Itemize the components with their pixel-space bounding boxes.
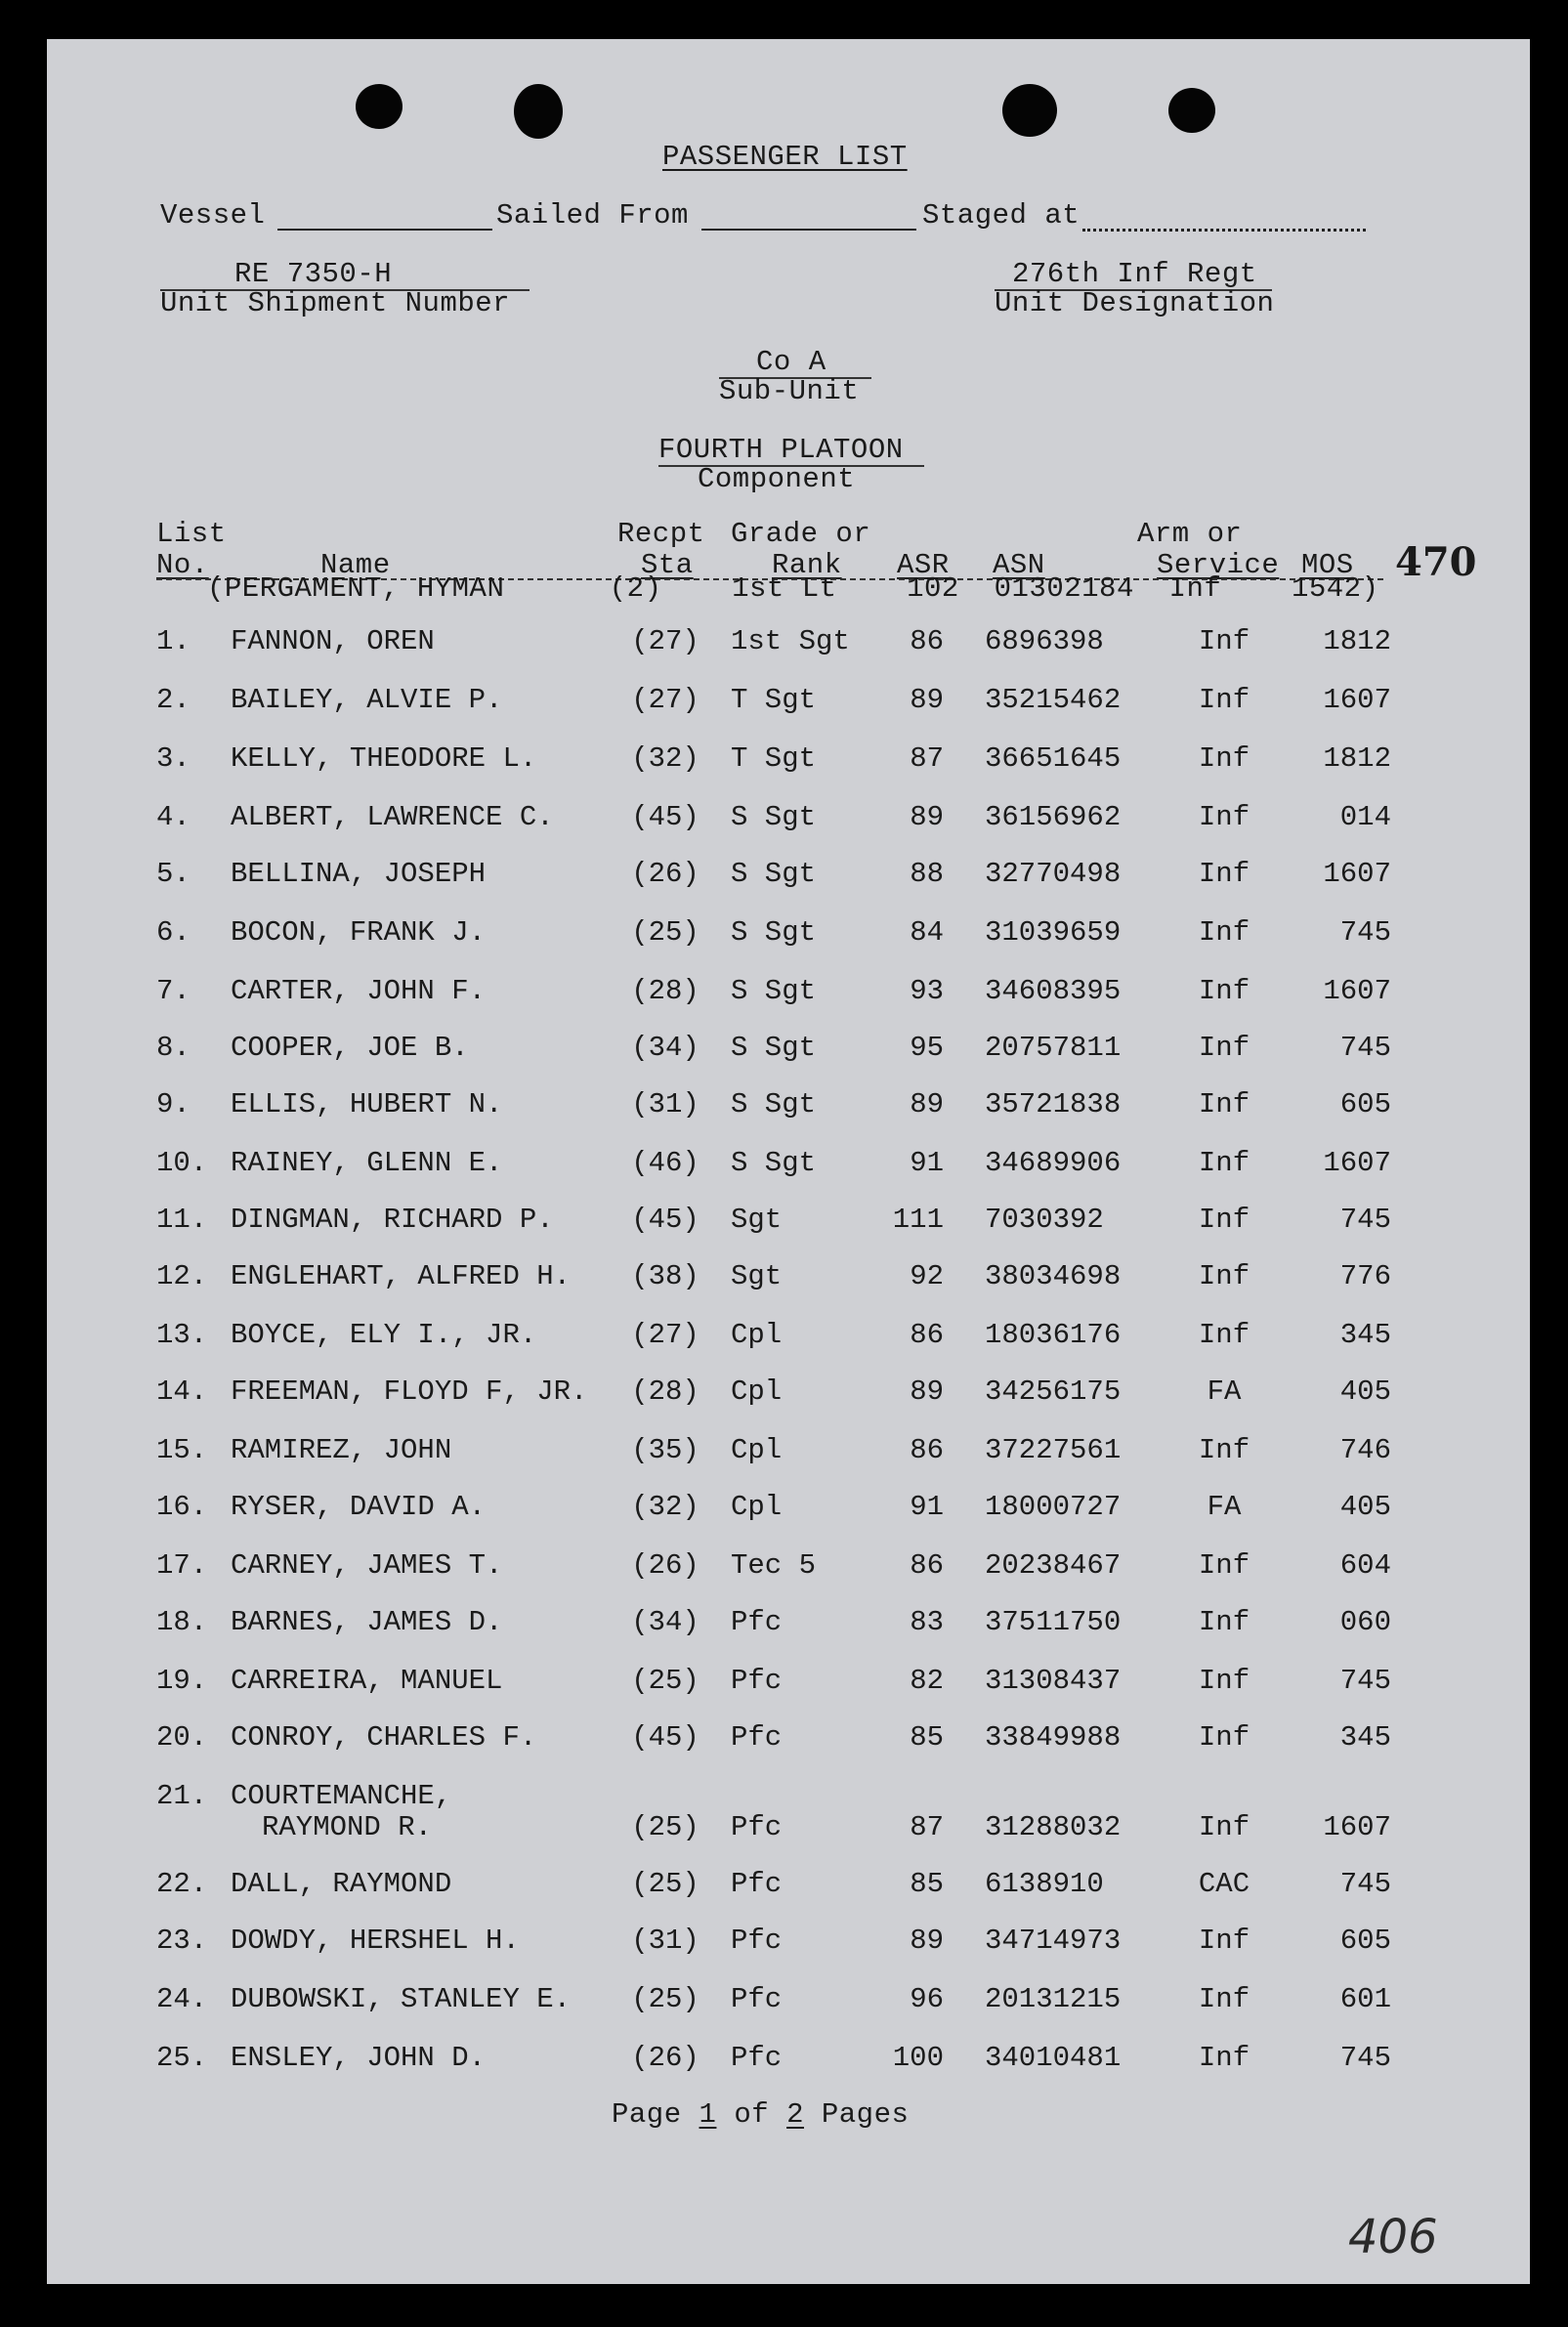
row-asr: 86 bbox=[910, 1549, 944, 1582]
row-grade: Pfc bbox=[731, 1868, 783, 1900]
sub-unit-label: Sub-Unit bbox=[719, 375, 860, 407]
row-recpt-sta: (25) bbox=[631, 1665, 699, 1697]
row-arm: Inf bbox=[1198, 1032, 1250, 1064]
row-asn: 32770498 bbox=[985, 858, 1122, 890]
row-recpt-sta: (32) bbox=[631, 1491, 699, 1523]
row-asr: 82 bbox=[910, 1665, 944, 1697]
row-mos: 345 bbox=[1339, 1721, 1391, 1754]
row-arm: Inf bbox=[1198, 858, 1250, 890]
table-row bbox=[47, 916, 1530, 955]
row-asn: 31039659 bbox=[985, 916, 1122, 949]
col-grade-2: Rank bbox=[772, 549, 842, 581]
row-name: DINGMAN, RICHARD P. bbox=[231, 1204, 554, 1236]
page-prefix: Page bbox=[612, 2098, 682, 2131]
row-arm: Inf bbox=[1198, 1204, 1250, 1236]
row-arm: Inf bbox=[1198, 1088, 1250, 1121]
row-mos: 746 bbox=[1339, 1434, 1391, 1466]
row-number: 16. bbox=[156, 1491, 208, 1523]
row-asr: 111 bbox=[892, 1204, 944, 1236]
row-asn: 20131215 bbox=[985, 1983, 1122, 2015]
row-arm: Inf bbox=[1198, 801, 1250, 833]
table-row bbox=[47, 1665, 1530, 1704]
page-total: 2 bbox=[786, 2098, 804, 2131]
row-asr: 89 bbox=[910, 1375, 944, 1408]
table-row bbox=[47, 975, 1530, 1014]
row-arm: Inf bbox=[1198, 625, 1250, 657]
row-asr: 91 bbox=[910, 1147, 944, 1179]
row-asn: 7030392 bbox=[985, 1204, 1104, 1236]
row-grade: S Sgt bbox=[731, 1088, 817, 1121]
row-asr: 85 bbox=[910, 1721, 944, 1754]
row-mos: 745 bbox=[1339, 2042, 1391, 2074]
col-name: Name bbox=[320, 549, 391, 581]
row-recpt-sta: (32) bbox=[631, 742, 699, 775]
row-name: BOYCE, ELY I., JR. bbox=[231, 1319, 537, 1351]
table-row bbox=[47, 1434, 1530, 1473]
row-number: 13. bbox=[156, 1319, 208, 1351]
row-recpt-sta: (25) bbox=[631, 1868, 699, 1900]
row-name: CARNEY, JAMES T. bbox=[231, 1549, 503, 1582]
row-name: ENSLEY, JOHN D. bbox=[231, 2042, 487, 2074]
row-asr: 89 bbox=[910, 801, 944, 833]
col-asn: ASN bbox=[993, 549, 1045, 581]
sub-unit: Co A bbox=[756, 346, 826, 378]
row-number: 10. bbox=[156, 1147, 208, 1179]
row-name: BARNES, JAMES D. bbox=[231, 1606, 503, 1638]
row-grade: Sgt bbox=[731, 1260, 783, 1292]
row-number: 2. bbox=[156, 684, 191, 716]
row-number: 12. bbox=[156, 1260, 208, 1292]
row-grade: Pfc bbox=[731, 1665, 783, 1697]
row-asn: 35721838 bbox=[985, 1088, 1122, 1121]
row-name: DUBOWSKI, STANLEY E. bbox=[231, 1983, 572, 2015]
col-arm-2: Service bbox=[1157, 549, 1280, 581]
row-asr: 88 bbox=[910, 858, 944, 890]
row-number: 24. bbox=[156, 1983, 208, 2015]
row-asr: 100 bbox=[892, 2042, 944, 2074]
punch-hole bbox=[1168, 88, 1215, 133]
table-row bbox=[47, 1780, 1530, 1843]
table-row bbox=[47, 742, 1530, 782]
row-grade: S Sgt bbox=[731, 975, 817, 1007]
unit-shipment-number-label: Unit Shipment Number bbox=[160, 287, 511, 319]
row-mos: 1607 bbox=[1323, 1811, 1391, 1843]
table-row bbox=[47, 1204, 1530, 1243]
row-arm: Inf bbox=[1198, 1147, 1250, 1179]
row-mos: 345 bbox=[1339, 1319, 1391, 1351]
component-label: Component bbox=[698, 463, 856, 495]
col-recpt-sta-2: Sta bbox=[641, 549, 694, 581]
table-row bbox=[47, 684, 1530, 723]
vessel-label: Vessel bbox=[160, 199, 266, 232]
row-asr: 85 bbox=[910, 1868, 944, 1900]
row-asn: 20238467 bbox=[985, 1549, 1122, 1582]
staged-at-field bbox=[1082, 207, 1366, 232]
row-arm: Inf bbox=[1198, 1434, 1250, 1466]
col-list-no-2: No. bbox=[156, 549, 209, 581]
row-arm: Inf bbox=[1198, 1811, 1250, 1843]
row-name: RAINEY, GLENN E. bbox=[231, 1147, 503, 1179]
row-number: 6. bbox=[156, 916, 191, 949]
row-number: 14. bbox=[156, 1375, 208, 1408]
row-grade: S Sgt bbox=[731, 1147, 817, 1179]
row-grade: Cpl bbox=[731, 1434, 783, 1466]
row-asn: 31308437 bbox=[985, 1665, 1122, 1697]
row-number: 19. bbox=[156, 1665, 208, 1697]
row-asn: 38034698 bbox=[985, 1260, 1122, 1292]
row-asn: 20757811 bbox=[985, 1032, 1122, 1064]
sailed-from-label: Sailed From bbox=[496, 199, 689, 232]
row-name: KELLY, THEODORE L. bbox=[231, 742, 537, 775]
row-asn: 36156962 bbox=[985, 801, 1122, 833]
row-recpt-sta: (45) bbox=[631, 1721, 699, 1754]
row-arm: Inf bbox=[1198, 742, 1250, 775]
row-mos: 745 bbox=[1339, 1665, 1391, 1697]
row-name: DALL, RAYMOND bbox=[231, 1868, 452, 1900]
row-mos: 060 bbox=[1339, 1606, 1391, 1638]
row-grade: Cpl bbox=[731, 1319, 783, 1351]
page-number: 1 bbox=[699, 2098, 717, 2131]
table-row bbox=[47, 801, 1530, 840]
component: FOURTH PLATOON bbox=[658, 434, 904, 466]
table-row bbox=[47, 2042, 1530, 2081]
row-name: CARREIRA, MANUEL bbox=[231, 1665, 503, 1697]
table-row bbox=[47, 1925, 1530, 1964]
row-number: 15. bbox=[156, 1434, 208, 1466]
row-recpt-sta: (27) bbox=[631, 1319, 699, 1351]
row-arm: Inf bbox=[1198, 1721, 1250, 1754]
row-mos: 1607 bbox=[1323, 858, 1391, 890]
row-name: BELLINA, JOSEPH bbox=[231, 858, 487, 890]
row-arm: Inf bbox=[1198, 916, 1250, 949]
row-recpt-sta: (38) bbox=[631, 1260, 699, 1292]
row-number: 8. bbox=[156, 1032, 191, 1064]
row-asr: 83 bbox=[910, 1606, 944, 1638]
page-mid: of bbox=[734, 2098, 770, 2131]
row-grade: T Sgt bbox=[731, 742, 817, 775]
row-arm: Inf bbox=[1198, 1606, 1250, 1638]
row-asn: 6138910 bbox=[985, 1868, 1104, 1900]
table-row bbox=[47, 1147, 1530, 1186]
row-recpt-sta: (27) bbox=[631, 684, 699, 716]
row-asr: 91 bbox=[910, 1491, 944, 1523]
row-arm: Inf bbox=[1198, 1319, 1250, 1351]
col-arm-1: Arm or bbox=[1137, 518, 1243, 550]
row-grade: Pfc bbox=[731, 1811, 783, 1843]
row-mos: 1607 bbox=[1323, 1147, 1391, 1179]
punch-hole bbox=[356, 84, 403, 129]
row-asr: 89 bbox=[910, 1925, 944, 1957]
row-recpt-sta: (26) bbox=[631, 858, 699, 890]
row-asr: 96 bbox=[910, 1983, 944, 2015]
row-grade: 1st Sgt bbox=[731, 625, 850, 657]
row-asr: 87 bbox=[910, 1811, 944, 1843]
row-name: DOWDY, HERSHEL H. bbox=[231, 1925, 520, 1957]
row-grade: Pfc bbox=[731, 1606, 783, 1638]
row-asn: 33849988 bbox=[985, 1721, 1122, 1754]
row-asr: 86 bbox=[910, 1319, 944, 1351]
row-asr: 95 bbox=[910, 1032, 944, 1064]
row-arm: Inf bbox=[1198, 1665, 1250, 1697]
row-recpt-sta: (46) bbox=[631, 1147, 699, 1179]
table-row bbox=[47, 1088, 1530, 1127]
row-asn: 34714973 bbox=[985, 1925, 1122, 1957]
table-row bbox=[47, 1721, 1530, 1760]
row-asr: 89 bbox=[910, 1088, 944, 1121]
table-row bbox=[47, 1549, 1530, 1588]
row-grade: Pfc bbox=[731, 1925, 783, 1957]
row-recpt-sta: (25) bbox=[631, 1983, 699, 2015]
row-asn: 37227561 bbox=[985, 1434, 1122, 1466]
row-grade: Tec 5 bbox=[731, 1549, 817, 1582]
row-recpt-sta: (26) bbox=[631, 1549, 699, 1582]
row-number: 3. bbox=[156, 742, 191, 775]
row-asr: 93 bbox=[910, 975, 944, 1007]
row-number: 21. bbox=[156, 1780, 208, 1812]
row-mos: 776 bbox=[1339, 1260, 1391, 1292]
row-name: FANNON, OREN bbox=[231, 625, 435, 657]
row-name: BOCON, FRANK J. bbox=[231, 916, 487, 949]
row-grade: Sgt bbox=[731, 1204, 783, 1236]
row-mos: 745 bbox=[1339, 1868, 1391, 1900]
col-grade-1: Grade or bbox=[731, 518, 871, 550]
row-arm: FA bbox=[1207, 1491, 1242, 1523]
table-row bbox=[47, 1319, 1530, 1358]
row-recpt-sta: (45) bbox=[631, 1204, 699, 1236]
row-arm: Inf bbox=[1198, 1925, 1250, 1957]
row-recpt-sta: (45) bbox=[631, 801, 699, 833]
row-number: 7. bbox=[156, 975, 191, 1007]
row-grade: S Sgt bbox=[731, 801, 817, 833]
row-mos: 405 bbox=[1339, 1491, 1391, 1523]
table-row bbox=[47, 1606, 1530, 1645]
row-recpt-sta: (26) bbox=[631, 2042, 699, 2074]
row-grade: Pfc bbox=[731, 1721, 783, 1754]
col-list-no-1: List bbox=[156, 518, 227, 550]
page-indicator bbox=[612, 2098, 909, 2131]
row-recpt-sta: (35) bbox=[631, 1434, 699, 1466]
punch-hole bbox=[1002, 84, 1057, 137]
row-recpt-sta: (34) bbox=[631, 1606, 699, 1638]
row-grade: S Sgt bbox=[731, 916, 817, 949]
table-row bbox=[47, 1868, 1530, 1907]
row-number: 22. bbox=[156, 1868, 208, 1900]
row-asr: 92 bbox=[910, 1260, 944, 1292]
row-asn: 31288032 bbox=[985, 1811, 1122, 1843]
row-name: RYSER, DAVID A. bbox=[231, 1491, 487, 1523]
row-name: ENGLEHART, ALFRED H. bbox=[231, 1260, 572, 1292]
row-number: 23. bbox=[156, 1925, 208, 1957]
row-number: 9. bbox=[156, 1088, 191, 1121]
row-recpt-sta: (27) bbox=[631, 625, 699, 657]
row-name: FREEMAN, FLOYD F, JR. bbox=[231, 1375, 588, 1408]
row-mos: 405 bbox=[1339, 1375, 1391, 1408]
unit-shipment-number: RE 7350-H bbox=[234, 258, 393, 290]
row-arm: FA bbox=[1207, 1375, 1242, 1408]
row-recpt-sta: (31) bbox=[631, 1925, 699, 1957]
row-asr: 86 bbox=[910, 625, 944, 657]
row-number: 20. bbox=[156, 1721, 208, 1754]
page-suffix: Pages bbox=[821, 2098, 910, 2131]
row-name: CARTER, JOHN F. bbox=[231, 975, 487, 1007]
row-name: COURTEMANCHE, bbox=[231, 1780, 452, 1812]
row-mos: 745 bbox=[1339, 916, 1391, 949]
row-name: BAILEY, ALVIE P. bbox=[231, 684, 503, 716]
row-name: ALBERT, LAWRENCE C. bbox=[231, 801, 554, 833]
sailed-from-field bbox=[701, 207, 916, 231]
row-recpt-sta: (25) bbox=[631, 1811, 699, 1843]
row-asn: 34608395 bbox=[985, 975, 1122, 1007]
row-recpt-sta: (34) bbox=[631, 1032, 699, 1064]
row-number: 1. bbox=[156, 625, 191, 657]
row-arm: Inf bbox=[1198, 684, 1250, 716]
col-asr: ASR bbox=[897, 549, 950, 581]
row-recpt-sta: (28) bbox=[631, 975, 699, 1007]
staged-at-label: Staged at bbox=[922, 199, 1081, 232]
row-mos: 1812 bbox=[1323, 625, 1391, 657]
row-arm: Inf bbox=[1198, 1549, 1250, 1582]
row-name: COOPER, JOE B. bbox=[231, 1032, 469, 1064]
row-arm: Inf bbox=[1198, 975, 1250, 1007]
row-grade: S Sgt bbox=[731, 858, 817, 890]
row-mos: 605 bbox=[1339, 1088, 1391, 1121]
row-recpt-sta: (31) bbox=[631, 1088, 699, 1121]
row-asr: 87 bbox=[910, 742, 944, 775]
row-mos: 605 bbox=[1339, 1925, 1391, 1957]
row-asr: 89 bbox=[910, 684, 944, 716]
row-grade: T Sgt bbox=[731, 684, 817, 716]
table-row bbox=[47, 1491, 1530, 1530]
row-mos: 601 bbox=[1339, 1983, 1391, 2015]
row-number: 11. bbox=[156, 1204, 208, 1236]
row-name-continued: RAYMOND R. bbox=[262, 1811, 433, 1843]
row-name: CONROY, CHARLES F. bbox=[231, 1721, 537, 1754]
stamp-number: 470 bbox=[1395, 539, 1477, 585]
row-asn: 34689906 bbox=[985, 1147, 1122, 1179]
row-arm: Inf bbox=[1198, 1260, 1250, 1292]
row-mos: 604 bbox=[1339, 1549, 1391, 1582]
document-page bbox=[47, 39, 1530, 2284]
handwritten-number: 406 bbox=[1348, 2210, 1438, 2264]
row-number: 25. bbox=[156, 2042, 208, 2074]
row-mos: 1812 bbox=[1323, 742, 1391, 775]
row-grade: Cpl bbox=[731, 1491, 783, 1523]
row-grade: Pfc bbox=[731, 1983, 783, 2015]
row-recpt-sta: (28) bbox=[631, 1375, 699, 1408]
table-row bbox=[47, 1032, 1530, 1071]
row-name: ELLIS, HUBERT N. bbox=[231, 1088, 503, 1121]
row-grade: S Sgt bbox=[731, 1032, 817, 1064]
row-asn: 34010481 bbox=[985, 2042, 1122, 2074]
punch-hole bbox=[514, 84, 563, 139]
document-title: PASSENGER LIST bbox=[662, 141, 908, 173]
row-asn: 34256175 bbox=[985, 1375, 1122, 1408]
row-mos: 1607 bbox=[1323, 975, 1391, 1007]
unit-designation-label: Unit Designation bbox=[995, 287, 1275, 319]
row-asn: 35215462 bbox=[985, 684, 1122, 716]
officer-line: (PERGAMENT, HYMAN (2) 1st Lt 102 01302184 Inf 1542) bbox=[207, 572, 1379, 605]
col-mos: MOS bbox=[1301, 549, 1354, 581]
row-mos: 745 bbox=[1339, 1032, 1391, 1064]
row-asn: 6896398 bbox=[985, 625, 1104, 657]
row-recpt-sta: (25) bbox=[631, 916, 699, 949]
row-asn: 18036176 bbox=[985, 1319, 1122, 1351]
table-row bbox=[47, 858, 1530, 897]
row-number: 5. bbox=[156, 858, 191, 890]
row-number: 18. bbox=[156, 1606, 208, 1638]
table-row bbox=[47, 1375, 1530, 1415]
row-mos: 1607 bbox=[1323, 684, 1391, 716]
row-name: RAMIREZ, JOHN bbox=[231, 1434, 452, 1466]
row-asr: 84 bbox=[910, 916, 944, 949]
row-number: 4. bbox=[156, 801, 191, 833]
row-mos: 745 bbox=[1339, 1204, 1391, 1236]
row-asn: 18000727 bbox=[985, 1491, 1122, 1523]
table-row bbox=[47, 1260, 1530, 1299]
table-row bbox=[47, 1983, 1530, 2022]
row-grade: Pfc bbox=[731, 2042, 783, 2074]
row-mos: 014 bbox=[1339, 801, 1391, 833]
table-row bbox=[47, 625, 1530, 664]
row-number: 17. bbox=[156, 1549, 208, 1582]
row-grade: Cpl bbox=[731, 1375, 783, 1408]
row-asn: 36651645 bbox=[985, 742, 1122, 775]
row-asn: 37511750 bbox=[985, 1606, 1122, 1638]
row-arm: CAC bbox=[1198, 1868, 1250, 1900]
col-recpt-sta-1: Recpt bbox=[617, 518, 705, 550]
unit-designation: 276th Inf Regt bbox=[1012, 258, 1257, 290]
row-asr: 86 bbox=[910, 1434, 944, 1466]
vessel-field bbox=[277, 207, 492, 231]
row-arm: Inf bbox=[1198, 1983, 1250, 2015]
row-arm: Inf bbox=[1198, 2042, 1250, 2074]
